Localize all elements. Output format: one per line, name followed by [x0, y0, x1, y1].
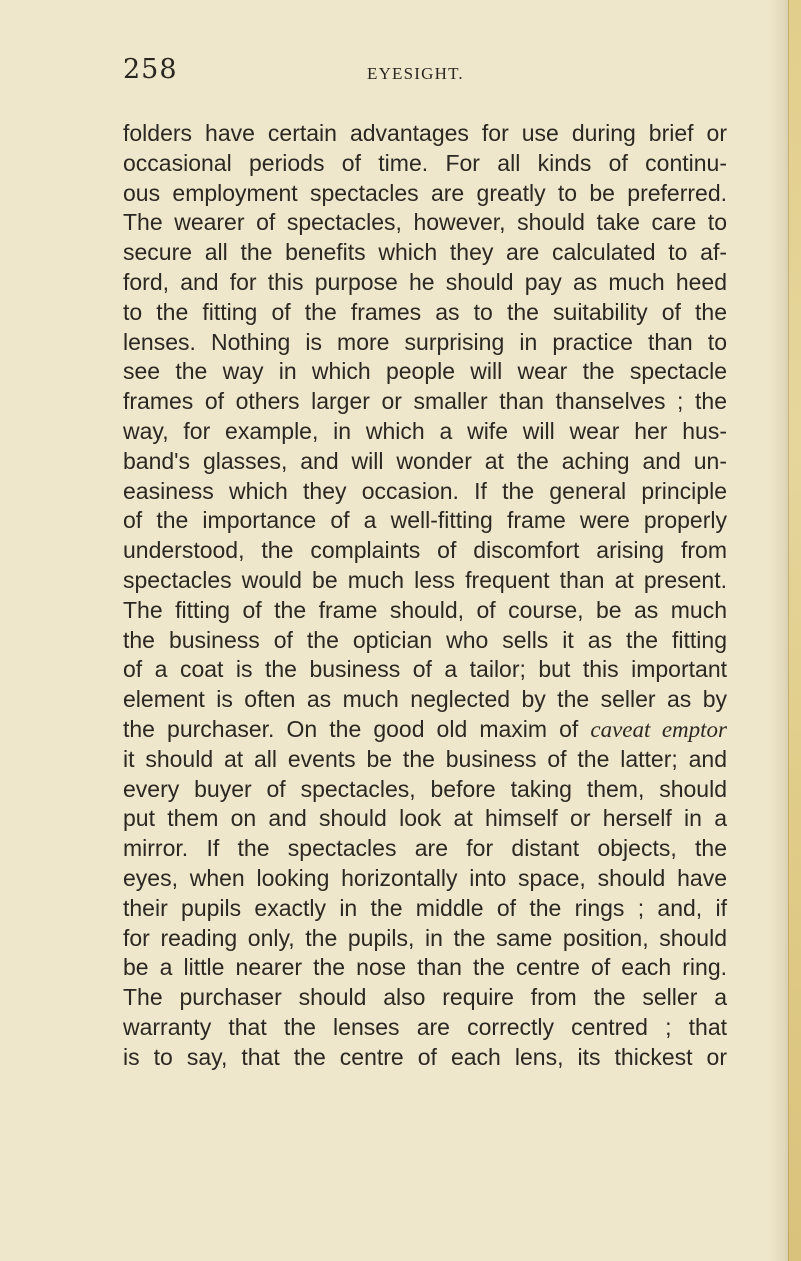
text-line-segment: the purchaser. On the good old maxim of: [123, 715, 591, 742]
running-head: EYESIGHT.: [367, 64, 464, 83]
italic-phrase: caveat emptor: [590, 716, 727, 742]
text-line: understood, the complaints of discomfort arising from: [123, 537, 727, 564]
text-line: frames of others larger or smaller than thanselves ; the: [123, 388, 727, 415]
text-line: secure all the benefits which they are calculated to af-: [123, 239, 727, 266]
text-line: put them on and should look at himself or herself in a: [123, 805, 727, 832]
text-line: every buyer of spectacles, before taking them, should: [123, 775, 727, 802]
body-text: [123, 119, 727, 1073]
text-line: ous employment spectacles are greatly to be preferred.: [123, 179, 727, 206]
text-line: for reading only, the pupils, in the same position, should: [123, 924, 727, 951]
text-line: band's glasses, and will wonder at the aching and un-: [123, 447, 727, 474]
text-line: mirror. If the spectacles are for distant objects, the: [123, 835, 727, 862]
text-line: to the fitting of the frames as to the suitability of the: [123, 298, 727, 325]
text-line: see the way in which people will wear the spectacle: [123, 358, 727, 385]
text-line: of a coat is the business of a tailor; but this important: [123, 656, 727, 683]
page-edge: [788, 0, 801, 1261]
page-header: [123, 54, 727, 94]
text-line: be a little nearer the nose than the centre of each ring.: [123, 954, 727, 981]
text-line: folders have certain advantages for use during brief or: [123, 120, 727, 146]
text-line: lenses. Nothing is more surprising in practice than to: [123, 328, 727, 355]
text-line: their pupils exactly in the middle of the rings ; and, if: [123, 894, 727, 921]
text-line: eyes, when looking horizontally into space, should have: [123, 864, 727, 891]
text-line: occasional periods of time. For all kinds of continu-: [123, 149, 727, 176]
page-number: 258: [123, 54, 178, 85]
text-line: of the importance of a well-fitting frame were properly: [123, 507, 727, 534]
text-line: element is often as much neglected by the seller as by: [123, 686, 727, 713]
text-line: ford, and for this purpose he should pay as much heed: [123, 268, 727, 295]
text-line: way, for example, in which a wife will wear her hus-: [123, 417, 727, 444]
text-line-with-italic: [123, 715, 727, 745]
text-line: is to say, that the centre of each lens, its thickest or: [123, 1043, 727, 1070]
text-line: spectacles would be much less frequent than at present.: [123, 566, 727, 593]
text-line: the business of the optician who sells it as the fitting: [123, 626, 727, 653]
text-line: The wearer of spectacles, however, should take care to: [123, 209, 727, 236]
text-line: The purchaser should also require from the seller a: [123, 984, 727, 1011]
text-line: warranty that the lenses are correctly centred ; that: [123, 1013, 727, 1040]
text-line: it should at all events be the business of the latter; and: [123, 745, 727, 772]
text-line: The fitting of the frame should, of course, be as much: [123, 596, 727, 623]
text-line: easiness which they occasion. If the general principle: [123, 477, 727, 504]
